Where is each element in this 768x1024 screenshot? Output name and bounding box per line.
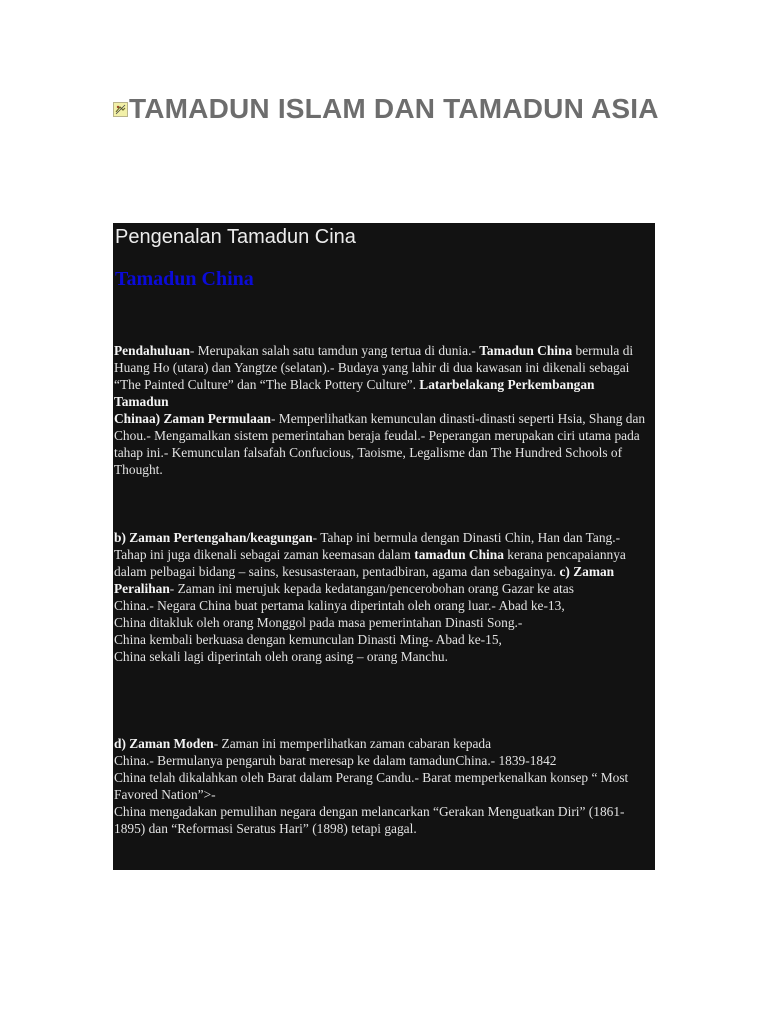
label-zaman-peralihan: c) Zaman Peralihan xyxy=(114,564,615,596)
text: - Tahap ini bermula dengan Dinasti Chin, Han dan Tang.- Tahap ini juga dikenali sebagai zaman keemasan dalam xyxy=(114,530,621,562)
label-pendahuluan: Pendahuluan xyxy=(114,343,190,358)
label-zaman-pertengahan: b) Zaman Pertengahan/keagungan xyxy=(114,530,313,545)
paragraph-zaman-moden xyxy=(114,735,652,837)
text: - Zaman ini merujuk kepada kedatangan/pencerobohan orang Gazar ke atas xyxy=(169,581,574,596)
paragraph-introduction xyxy=(114,342,652,478)
text: kerana pencapaiannya dalam pelbagai bidang – sains, kesusasteraan, pentadbiran, agama dan sebagainya. xyxy=(114,547,626,579)
text: - Memperlihatkan kemunculan dinasti-dinasti seperti Hsia, Shang dan Chou.- Mengamalkan sistem pemerintahan beraja feudal.- Peperangan merupakan ciri utama pada tahap ini.- Kemunculan falsafah Confucious, Taoisme, Legalisme dan The Hundred Schools of Thought. xyxy=(114,411,646,477)
label-tamadun-china: tamadun China xyxy=(414,547,504,562)
content-box xyxy=(113,223,655,870)
page-title xyxy=(113,92,673,126)
text-line: China.- Bermulanya pengaruh barat meresap ke dalam tamadunChina.- 1839-1842 xyxy=(114,753,557,768)
text-line: China sekali lagi diperintah oleh orang asing – orang Manchu. xyxy=(114,649,448,664)
paragraph-zaman-pertengahan xyxy=(114,529,652,665)
text: - Merupakan salah satu tamdun yang tertua di dunia.- xyxy=(189,343,480,358)
label-tamadun-china: Tamadun China xyxy=(479,343,573,358)
text-line: China kembali berkuasa dengan kemunculan Dinasti Ming- Abad ke-15, xyxy=(114,632,502,647)
text: bermula di Huang Ho (utara) dan Yangtze (selatan).- Budaya yang lahir di dua kawasan ini dikenali sebagai “The Painted Culture” dan “The Black Pottery Culture”. xyxy=(114,343,634,392)
text-line: China telah dikalahkan oleh Barat dalam Perang Candu.- Barat memperkenalkan konsep “ Most Favored Nation”>- xyxy=(114,770,629,802)
text-line: China.- Negara China buat pertama kalinya diperintah oleh orang luar.- Abad ke-13, xyxy=(114,598,565,613)
page-title-text: TAMADUN ISLAM DAN TAMADUN ASIA xyxy=(129,93,659,124)
label-zaman-permulaan: Chinaa) Zaman Permulaan xyxy=(114,411,271,426)
label-latarbelakang: Latarbelakang Perkembangan Tamadun xyxy=(114,377,595,409)
broken-image-icon xyxy=(113,102,128,117)
box-title: Pengenalan Tamadun Cina xyxy=(115,226,356,248)
label-zaman-moden: d) Zaman Moden xyxy=(114,736,214,751)
box-subtitle: Tamadun China xyxy=(115,268,254,290)
text: - Zaman ini memperlihatkan zaman cabaran kepada xyxy=(213,736,492,751)
text-line: China ditakluk oleh orang Monggol pada masa pemerintahan Dinasti Song.- xyxy=(114,615,523,630)
text-line: China mengadakan pemulihan negara dengan melancarkan “Gerakan Menguatkan Diri” (1861-1895) dan “Reformasi Seratus Hari” (1898) tetapi gagal. xyxy=(114,804,625,836)
